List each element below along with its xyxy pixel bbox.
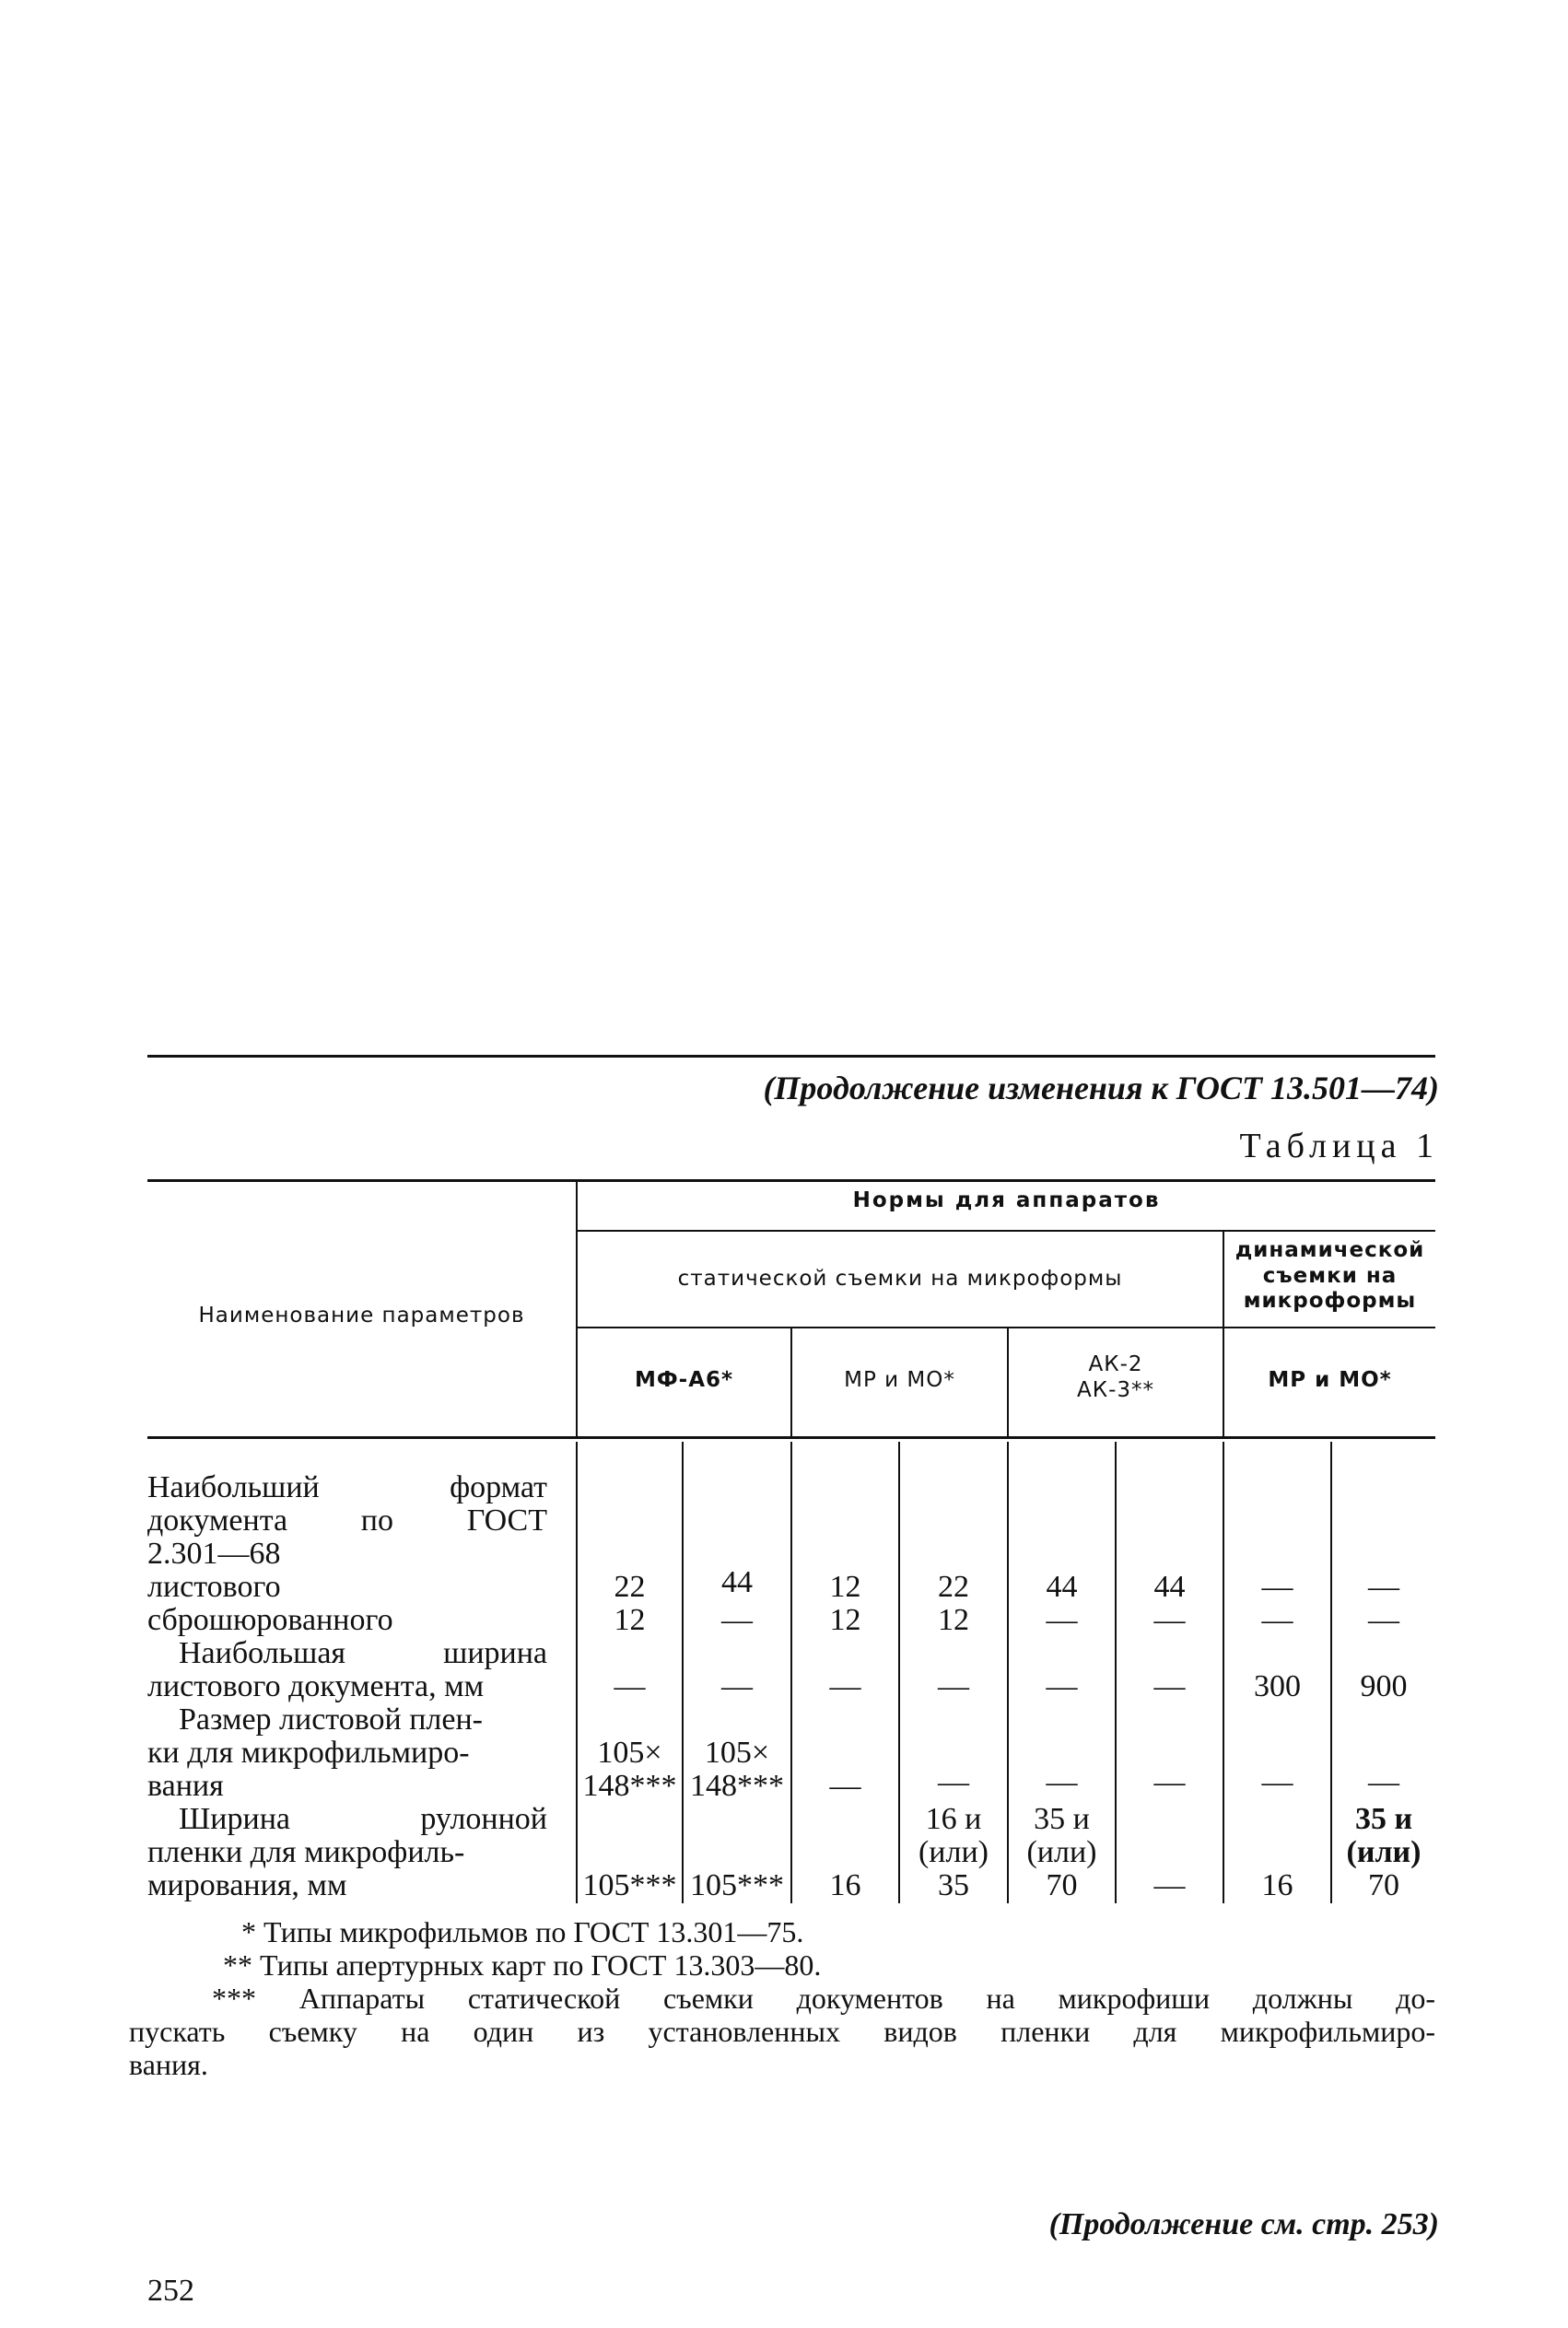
footnote-3-line1: *** Аппараты статической съемки документов на микрофиши должны до- — [212, 1982, 1435, 2015]
cell-width-c1: — — [614, 1669, 646, 1703]
static-underline — [578, 1327, 1223, 1328]
param-label-line: Наибольший формат — [147, 1470, 547, 1504]
col-header-ak-line2: АК-3** — [1077, 1377, 1154, 1402]
cell-sheet-c4: 22 — [938, 1570, 969, 1604]
col-header-ak — [1009, 1352, 1223, 1403]
dynamic-header-line2: съемки на — [1262, 1263, 1398, 1288]
table-label: Таблица 1 — [1239, 1127, 1439, 1165]
cell-bound-c8: — — [1368, 1603, 1399, 1637]
cell-film-c1-line1: 105× — [597, 1736, 662, 1770]
cell-film-c3: — — [829, 1769, 861, 1803]
cell-sheet-c5: 44 — [1046, 1570, 1078, 1604]
cell-sheet-c1: 22 — [614, 1570, 646, 1604]
cell-roll-c8 — [1332, 1803, 1435, 1902]
dynamic-header-line3: микроформы — [1243, 1289, 1417, 1314]
cell-roll-c5-line2: (или) — [1026, 1835, 1097, 1869]
param-label-line: 2.301—68 — [147, 1537, 281, 1571]
cell-roll-c8-line1: 35 и — [1354, 1802, 1413, 1836]
cell-film-c1-line2: 148*** — [582, 1769, 677, 1803]
col-header-ak-line1: АК-2 — [1088, 1352, 1143, 1376]
param-sub-label: листового — [147, 1570, 281, 1604]
cell-film-c2-line2: 148*** — [690, 1769, 784, 1803]
cell-sheet-c8: — — [1368, 1570, 1399, 1604]
continuation-title: (Продолжение изменения к ГОСТ 13.501—74) — [763, 1070, 1439, 1106]
cell-bound-c1: 12 — [614, 1603, 646, 1637]
param-label-line: ки для микрофильмиро- — [147, 1736, 470, 1770]
col-header-mr-mo: МР и МО* — [844, 1368, 955, 1392]
cell-sheet-c2: 44 — [721, 1565, 753, 1599]
page-number: 252 — [147, 2274, 194, 2308]
param-header: Наименование параметров — [198, 1304, 525, 1328]
cell-roll-c2: 105*** — [690, 1868, 784, 1902]
static-header: статической съемки на микроформы — [677, 1267, 1123, 1291]
cell-sheet-c6: 44 — [1153, 1570, 1186, 1604]
param-sheet-film — [147, 1703, 547, 1803]
norms-underline — [578, 1230, 1435, 1232]
cell-bound-c7: — — [1261, 1603, 1293, 1637]
cell-roll-c5-line1: 35 и — [1034, 1802, 1090, 1836]
param-label-line: Ширина рулонной — [179, 1802, 547, 1836]
cell-bound-c4: 12 — [938, 1603, 969, 1637]
cell-film-c4: — — [938, 1765, 969, 1799]
cell-film-c6: — — [1153, 1765, 1186, 1799]
cell-bound-c2: — — [721, 1603, 753, 1637]
table-top-rule — [147, 1179, 1435, 1182]
cell-roll-c1: 105*** — [582, 1868, 677, 1902]
param-label-line: листового документа, мм — [147, 1669, 485, 1703]
footnote-3-line2: пускать съемку на один из установленных видов пленки для микрофильмиро- — [129, 2015, 1435, 2048]
cell-film-c8: — — [1368, 1765, 1399, 1799]
col-header-dyn-mr-mo: МР и МО* — [1268, 1368, 1392, 1392]
cell-roll-c4-line2: (или) — [918, 1835, 989, 1869]
cell-roll-c8-line2: (или) — [1346, 1835, 1422, 1869]
cell-film-c2 — [684, 1737, 790, 1803]
cell-roll-c4 — [900, 1803, 1007, 1902]
param-roll-film — [147, 1803, 547, 1902]
cell-width-c4: — — [938, 1669, 969, 1703]
footnote-3-line3: вания. — [129, 2048, 208, 2081]
cell-width-c2: — — [721, 1669, 753, 1703]
dynamic-underline — [1224, 1327, 1435, 1328]
cell-roll-c5-line3: 70 — [1046, 1868, 1078, 1902]
cell-roll-c8-line3: 70 — [1368, 1868, 1399, 1902]
cell-film-c5: — — [1046, 1765, 1078, 1799]
dynamic-header-line1: динамической — [1235, 1238, 1425, 1262]
footnote-1: * Типы микрофильмов по ГОСТ 13.301—75. — [241, 1915, 804, 1948]
param-label-line: вания — [147, 1769, 224, 1803]
cell-width-c3: — — [829, 1669, 861, 1703]
cell-roll-c6: — — [1153, 1868, 1186, 1902]
header-bottom-rule — [147, 1436, 1435, 1439]
cell-bound-c5: — — [1046, 1603, 1078, 1637]
cell-film-c2-line1: 105× — [704, 1736, 770, 1770]
param-max-format — [147, 1471, 547, 1637]
top-rule — [147, 1055, 1435, 1058]
cell-roll-c5 — [1009, 1803, 1115, 1902]
cell-width-c6: — — [1153, 1669, 1186, 1703]
param-label-line: пленки для микрофиль- — [147, 1835, 465, 1869]
footer-continuation: (Продолжение см. стр. 253) — [1048, 2207, 1439, 2241]
param-label-line: мирования, мм — [147, 1868, 347, 1902]
cell-roll-c4-line1: 16 и — [925, 1802, 982, 1836]
cell-bound-c3: 12 — [829, 1603, 861, 1637]
cell-sheet-c7: — — [1261, 1570, 1293, 1604]
cell-width-c5: — — [1046, 1669, 1078, 1703]
param-label-line: Наибольшая ширина — [179, 1636, 547, 1670]
cell-film-c1 — [578, 1737, 682, 1803]
cell-film-c7: — — [1261, 1765, 1293, 1799]
footnote-3 — [129, 1982, 1435, 2081]
norms-header: Нормы для аппаратов — [852, 1188, 1161, 1212]
param-max-width — [147, 1637, 547, 1703]
cell-width-c8: 900 — [1360, 1669, 1408, 1703]
param-sub-label: сброшюрованного — [147, 1603, 393, 1637]
cell-sheet-c3: 12 — [829, 1570, 861, 1604]
cell-roll-c3: 16 — [829, 1868, 861, 1902]
footnote-2: ** Типы апертурных карт по ГОСТ 13.303—80. — [223, 1948, 822, 1982]
param-label-line: документа по ГОСТ — [147, 1503, 547, 1538]
col-header-mfa6: МФ-А6* — [634, 1368, 734, 1392]
cell-bound-c6: — — [1153, 1603, 1186, 1637]
param-label-line: Размер листовой плен- — [179, 1702, 484, 1737]
cell-roll-c4-line3: 35 — [938, 1868, 969, 1902]
cell-width-c7: 300 — [1254, 1669, 1301, 1703]
dynamic-header — [1224, 1238, 1435, 1315]
cell-roll-c7: 16 — [1261, 1868, 1293, 1902]
param-col-divider — [576, 1182, 578, 1436]
